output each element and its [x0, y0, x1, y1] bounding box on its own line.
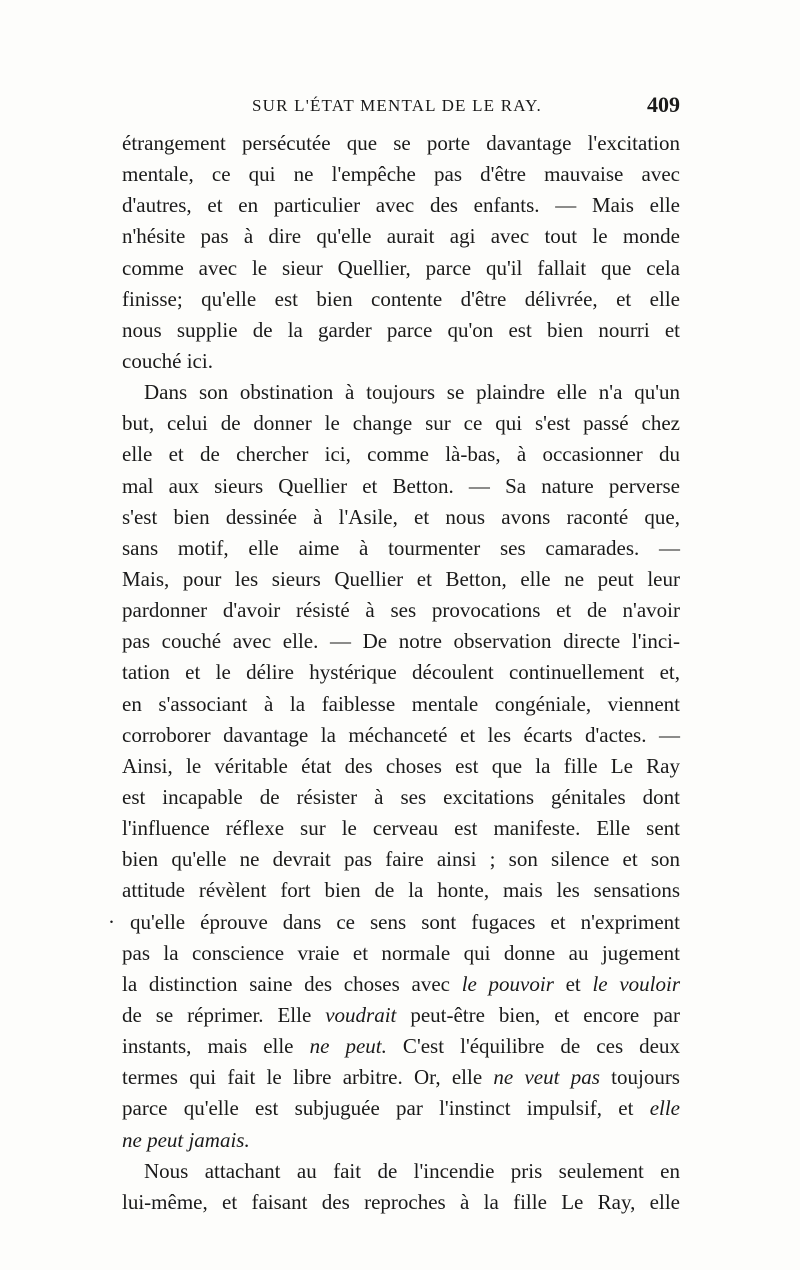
text-line: comme avec le sieur Quellier, parce qu'il fallait que cela — [122, 255, 680, 280]
text-line: est incapable de résister à ses excitations génitales dont — [122, 784, 680, 809]
text-line: nous supplie de la garder parce qu'on est bien nourri et — [122, 317, 680, 342]
text-line: mal aux sieurs Quellier et Betton. — Sa nature perverse — [122, 473, 680, 498]
page-header — [122, 92, 680, 122]
text-line: elle et de chercher ici, comme là-bas, à occasionner du — [122, 442, 680, 467]
text-line: de se réprimer. Elle voudrait peut-être bien, et encore par — [122, 1002, 680, 1027]
text-line: s'est bien dessinée à l'Asile, et nous avons raconté que, — [122, 504, 680, 529]
body-text — [108, 128, 680, 1218]
text-line: mentale, ce qui ne l'empêche pas d'être mauvaise avec — [122, 162, 680, 187]
page-number: 409 — [647, 92, 680, 117]
text-line: Dans son obstination à toujours se plaindre elle n'a qu'un — [144, 380, 680, 405]
text-line: but, celui de donner le change sur ce qui s'est passé chez — [122, 411, 680, 436]
text-line: lui-même, et faisant des reproches à la fille Le Ray, elle — [122, 1189, 680, 1214]
text-line: ne peut jamais. — [122, 1127, 250, 1152]
text-line: pas couché avec elle. — De notre observation directe l'inci- — [122, 629, 680, 654]
text-line: tation et le délire hystérique découlent continuellement et, — [122, 660, 680, 685]
text-line: étrangement persécutée que se porte davantage l'excitation — [122, 131, 680, 155]
running-head: SUR L'ÉTAT MENTAL DE LE RAY. — [252, 96, 542, 115]
text-line: en s'associant à la faiblesse mentale congéniale, viennent — [122, 691, 680, 716]
text-line: parce qu'elle est subjuguée par l'instinct impulsif, et elle — [122, 1096, 680, 1121]
text-line: Mais, pour les sieurs Quellier et Betton, elle ne peut leur — [122, 566, 680, 591]
text-line: corroborer davantage la méchanceté et les écarts d'actes. — — [122, 722, 680, 747]
text-line: attitude révèlent fort bien de la honte, mais les sensations — [122, 878, 680, 903]
text-line: couché ici. — [122, 348, 213, 373]
text-line: l'influence réflexe sur le cerveau est manifeste. Elle sent — [122, 816, 680, 841]
text-line: finisse; qu'elle est bien contente d'être délivrée, et elle — [122, 286, 680, 311]
text-line: n'hésite pas à dire qu'elle aurait agi avec tout le monde — [122, 224, 680, 249]
text-line: instants, mais elle ne peut. C'est l'équilibre de ces deux — [122, 1034, 680, 1059]
text-line: · qu'elle éprouve dans ce sens sont fugaces et n'expriment — [108, 909, 680, 934]
text-line: d'autres, et en particulier avec des enfants. — Mais elle — [122, 193, 680, 218]
text-line: pas la conscience vraie et normale qui donne au jugement — [122, 940, 680, 965]
text-line: bien qu'elle ne devrait pas faire ainsi ; son silence et son — [122, 847, 680, 872]
text-line: Nous attachant au fait de l'incendie pris seulement en — [144, 1158, 680, 1183]
text-line: termes qui fait le libre arbitre. Or, elle ne veut pas toujours — [122, 1065, 680, 1090]
text-line: la distinction saine des choses avec le pouvoir et le vouloir — [122, 971, 680, 996]
text-line: sans motif, elle aime à tourmenter ses camarades. — — [122, 535, 680, 560]
text-line: Ainsi, le véritable état des choses est que la fille Le Ray — [122, 753, 680, 778]
text-line: pardonner d'avoir résisté à ses provocations et de n'avoir — [122, 598, 680, 623]
